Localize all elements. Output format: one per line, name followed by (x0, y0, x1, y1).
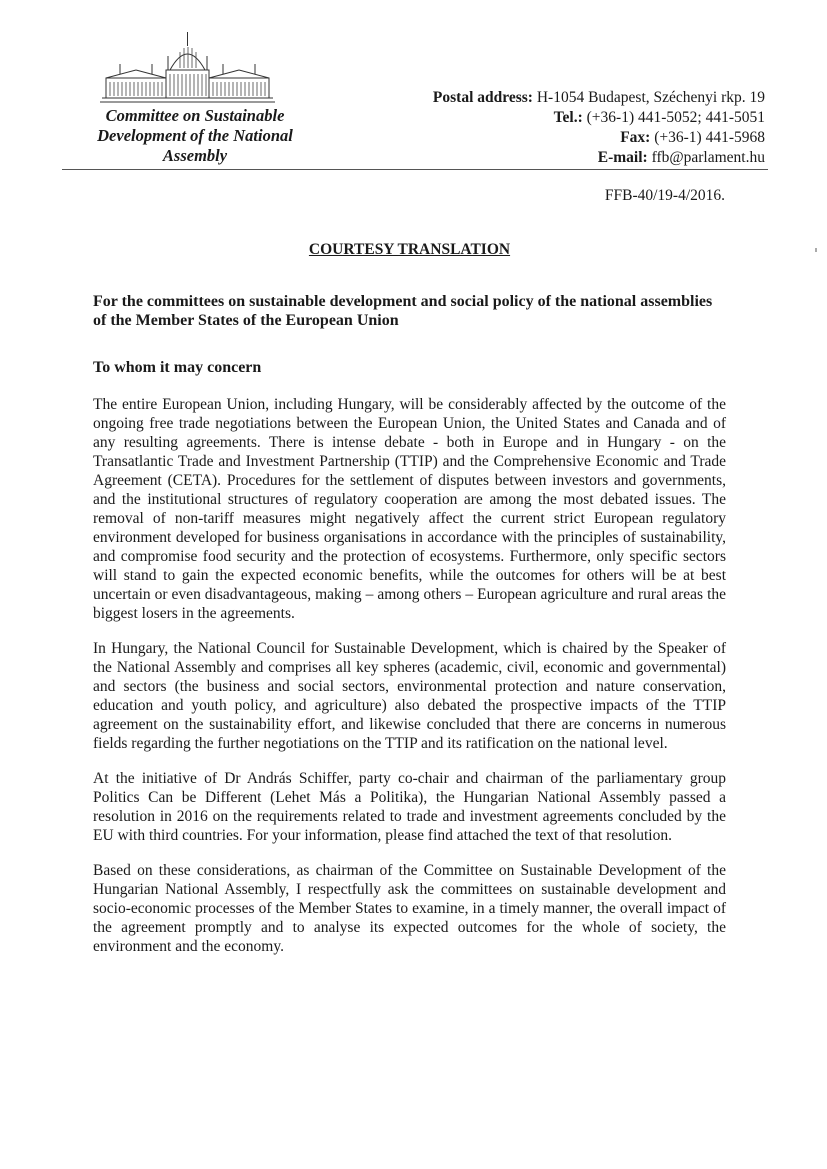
letter-body (93, 240, 726, 972)
committee-name-line: Development of the National (97, 126, 293, 145)
contact-block (433, 88, 765, 168)
telephone-label: Tel.: (553, 109, 583, 126)
email-label: E-mail: (597, 149, 648, 166)
email-row (433, 148, 765, 168)
header-divider (62, 169, 768, 170)
body-paragraph: In Hungary, the National Council for Sustainable Development, which is chaired by the Speaker of the National Assembly and comprises all key spheres (academic, civil, economic and governmental) and sectors (the business and social sectors, environmental protection and nature conservation, education and youth policy, and agriculture) also debated the prospective impacts of the TTIP agreement on the sustainability effort, and likewise concluded that there are concerns in numerous fields regarding the further negotiations on the TTIP and its ratification on the national level. (93, 640, 726, 752)
fax-row (433, 128, 765, 148)
committee-name (64, 106, 326, 166)
postal-address-value: H-1054 Budapest, Széchenyi rkp. 19 (536, 89, 765, 106)
parliament-building-icon (100, 30, 275, 105)
letterhead (0, 0, 827, 180)
telephone-row (433, 108, 765, 128)
body-paragraph: At the initiative of Dr András Schiffer, party co-chair and chairman of the parliamentary group Politics Can be Different (Lehet Más a Politika), the Hungarian National Assembly passed a resolution in 2016 on the requirements related to trade and investment agreements concluded by the EU with third countries. For your information, please find attached the text of that resolution. (93, 770, 726, 844)
addressee: For the committees on sustainable development and social policy of the national assemblies of the Member States of the European Union (93, 293, 713, 329)
postal-address-label: Postal address: (432, 89, 533, 106)
committee-name-line: Committee on Sustainable (105, 106, 285, 125)
email-value: ffb@parlament.hu (651, 149, 765, 166)
body-paragraph: Based on these considerations, as chairman of the Committee on Sustainable Development of the Hungarian National Assembly, I respectfully ask the committees on sustainable development and socio-economic processes of the Member States to examine, in a timely manner, the overall impact of the agreement promptly and to analyse its expected outcomes for the whole of society, the environment and the economy. (93, 862, 726, 955)
committee-name-line: Assembly (162, 146, 228, 165)
scan-mark (815, 248, 817, 252)
telephone-value: (+36-1) 441-5052; 441-5051 (586, 109, 765, 126)
greeting: To whom it may concern (93, 359, 262, 376)
fax-label: Fax: (620, 129, 651, 146)
postal-address-row (433, 88, 765, 108)
body-paragraph: The entire European Union, including Hungary, will be considerably affected by the outcome of the ongoing free trade negotiations between the European Union, the United States and Canada and of any resulting agreements. There is intense debate - both in Europe and in Hungary - on the Transatlantic Trade and Investment Partnership (TTIP) and the Comprehensive Economic and Trade Agreement (CETA). Procedures for the settlement of disputes between investors and governments, and the institutional structures of regulatory cooperation are among the most debated issues. The removal of non-tariff measures might negatively affect the current strict European regulatory environment developed for business organisations in accordance with the principles of sustainability, and compromise food security and the protection of ecosystems. Furthermore, only specific sectors will stand to gain the expected economic benefits, while the outcomes for others will be at best uncertain or even disadvantageous, making – among others – European agriculture and rural areas the biggest losers in the agreements. (93, 396, 726, 622)
fax-value: (+36-1) 441-5968 (654, 129, 765, 146)
reference-number: FFB-40/19-4/2016. (604, 187, 725, 204)
document-title: COURTESY TRANSLATION (308, 241, 511, 258)
